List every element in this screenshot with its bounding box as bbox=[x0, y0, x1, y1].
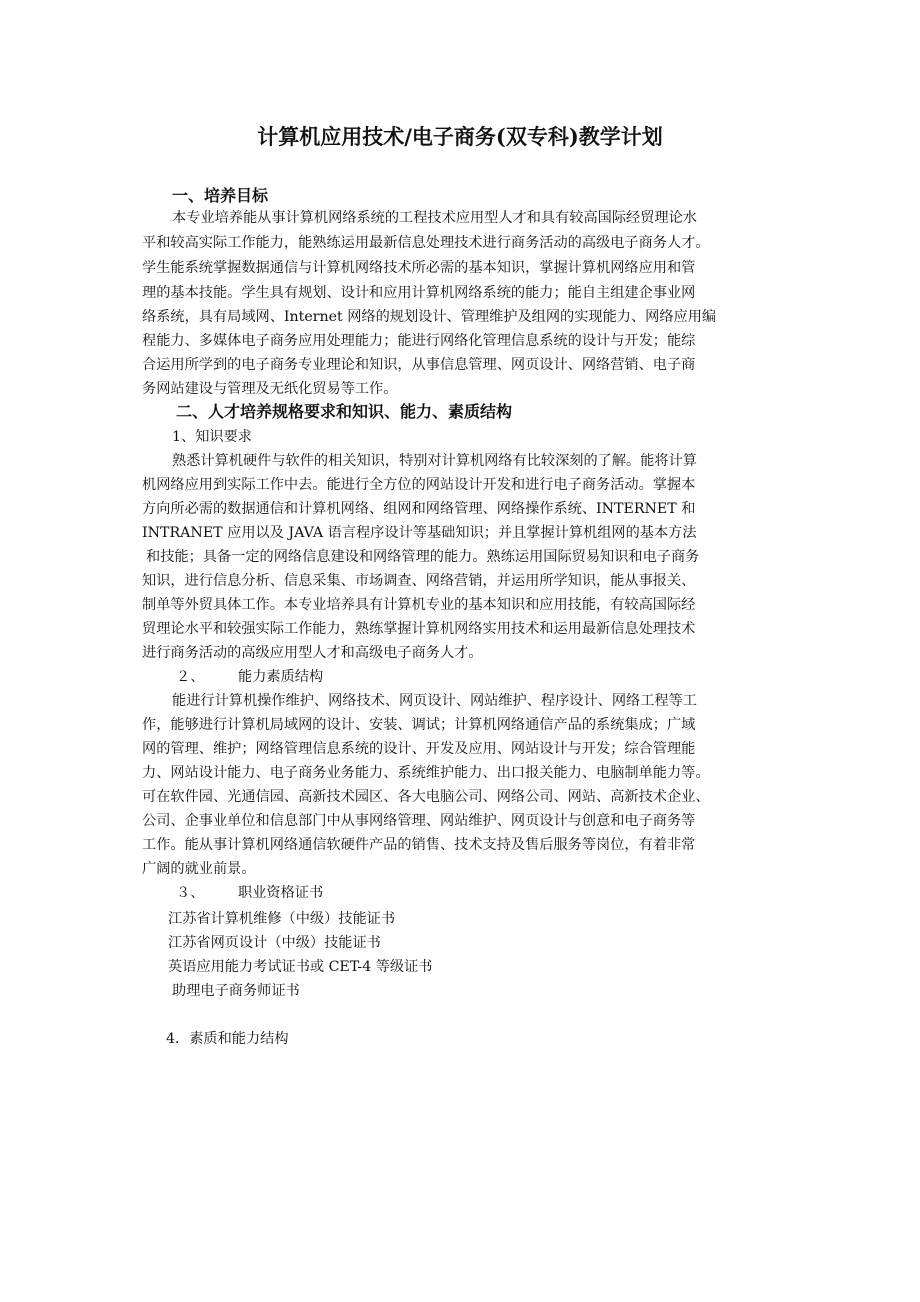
certificates-number: ３、 bbox=[176, 885, 205, 901]
certificate-item: 助理电子商务师证书 bbox=[172, 983, 300, 999]
ability-structure-number: ２、 bbox=[176, 669, 205, 685]
knowledge-paragraph-line: 和技能；具备一定的网络信息建设和网络管理的能力。熟练运用国际贸易知识和电子商务 bbox=[146, 549, 700, 565]
knowledge-paragraph-line: 知识，进行信息分析、信息采集、市场调查、网络营销，并运用所学知识，能从事报关、 bbox=[142, 573, 696, 589]
knowledge-paragraph-line: 机网络应用到实际工作中去。能进行全方位的网站设计开发和进行电子商务活动。掌握本 bbox=[142, 477, 696, 493]
goals-paragraph-line: 平和较高实际工作能力，能熟练运用最新信息处理技术进行商务活动的高级电子商务人才。 bbox=[142, 235, 710, 251]
document-title: 计算机应用技术/电子商务(双专科)教学计划 bbox=[257, 124, 663, 149]
goals-paragraph-line: 本专业培养能从事计算机网络系统的工程技术应用型人才和具有较高国际经贸理论水 bbox=[172, 210, 697, 226]
section-heading-talent-specs: 二、人才培养规格要求和知识、能力、素质结构 bbox=[176, 402, 513, 421]
goals-paragraph-line: 合运用所学到的电子商务专业理论和知识，从事信息管理、网页设计、网络营销、电子商 bbox=[142, 357, 696, 373]
ability-structure-label bbox=[176, 666, 323, 688]
certificates-title: 职业资格证书 bbox=[238, 885, 324, 901]
knowledge-requirements-label: 1、知识要求 bbox=[172, 429, 252, 445]
certificate-item: 英语应用能力考试证书或 CET-4 等级证书 bbox=[168, 959, 433, 975]
ability-structure-title: 能力素质结构 bbox=[238, 669, 324, 685]
ability-paragraph-line: 网的管理、维护；网络管理信息系统的设计、开发及应用、网站设计与开发；综合管理能 bbox=[142, 741, 696, 757]
knowledge-paragraph-line: 制单等外贸具体工作。本专业培养具有计算机专业的基本知识和应用技能，有较高国际经 bbox=[142, 597, 696, 613]
quality-ability-structure-label: 4．素质和能力结构 bbox=[166, 1031, 289, 1047]
certificate-item: 江苏省计算机维修（中级）技能证书 bbox=[168, 911, 396, 927]
knowledge-paragraph-line: 方向所必需的数据通信和计算机网络、组网和网络管理、网络操作系统、INTERNET 和 bbox=[142, 501, 696, 517]
goals-paragraph-line: 理的基本技能。学生具有规划、设计和应用计算机网络系统的能力；能自主组建企事业网 bbox=[142, 285, 696, 301]
ability-paragraph-line: 力、网站设计能力、电子商务业务能力、系统维护能力、出口报关能力、电脑制单能力等。 bbox=[142, 765, 710, 781]
goals-paragraph-line: 务网站建设与管理及无纸化贸易等工作。 bbox=[142, 381, 398, 397]
knowledge-paragraph-line: 贸理论水平和较强实际工作能力，熟练掌握计算机网络实用技术和运用最新信息处理技术 bbox=[142, 621, 696, 637]
goals-paragraph-line: 络系统，具有局域网、Internet 网络的规划设计、管理维护及组网的实现能力、网络应用编 bbox=[142, 309, 717, 325]
section-heading-training-goals: 一、培养目标 bbox=[172, 186, 269, 205]
certificate-item: 江苏省网页设计（中级）技能证书 bbox=[168, 935, 381, 951]
ability-paragraph-line: 广阔的就业前景。 bbox=[142, 861, 256, 877]
ability-paragraph-line: 工作。能从事计算机网络通信软硬件产品的销售、技术支持及售后服务等岗位，有着非常 bbox=[142, 837, 696, 853]
knowledge-paragraph-line: 熟悉计算机硬件与软件的相关知识，特别对计算机网络有比较深刻的了解。能将计算 bbox=[172, 453, 697, 469]
ability-paragraph-line: 作，能够进行计算机局域网的设计、安装、调试；计算机网络通信产品的系统集成；广域 bbox=[142, 717, 696, 733]
goals-paragraph-line: 程能力、多媒体电子商务应用处理能力；能进行网络化管理信息系统的设计与开发；能综 bbox=[142, 333, 696, 349]
ability-paragraph-line: 可在软件园、光通信园、高新技术园区、各大电脑公司、网络公司、网站、高新技术企业、 bbox=[142, 789, 710, 805]
goals-paragraph-line: 学生能系统掌握数据通信与计算机网络技术所必需的基本知识，掌握计算机网络应用和管 bbox=[142, 260, 696, 276]
knowledge-paragraph-line: 进行商务活动的高级应用型人才和高级电子商务人才。 bbox=[142, 645, 483, 661]
certificates-label bbox=[176, 882, 323, 904]
ability-paragraph-line: 公司、企事业单位和信息部门中从事网络管理、网站维护、网页设计与创意和电子商务等 bbox=[142, 813, 696, 829]
knowledge-paragraph-line: INTRANET 应用以及 JAVA 语言程序设计等基础知识；并且掌握计算机组网的基本方法 bbox=[142, 525, 697, 541]
ability-paragraph-line: 能进行计算机操作维护、网络技术、网页设计、网站维护、程序设计、网络工程等工 bbox=[172, 693, 697, 709]
